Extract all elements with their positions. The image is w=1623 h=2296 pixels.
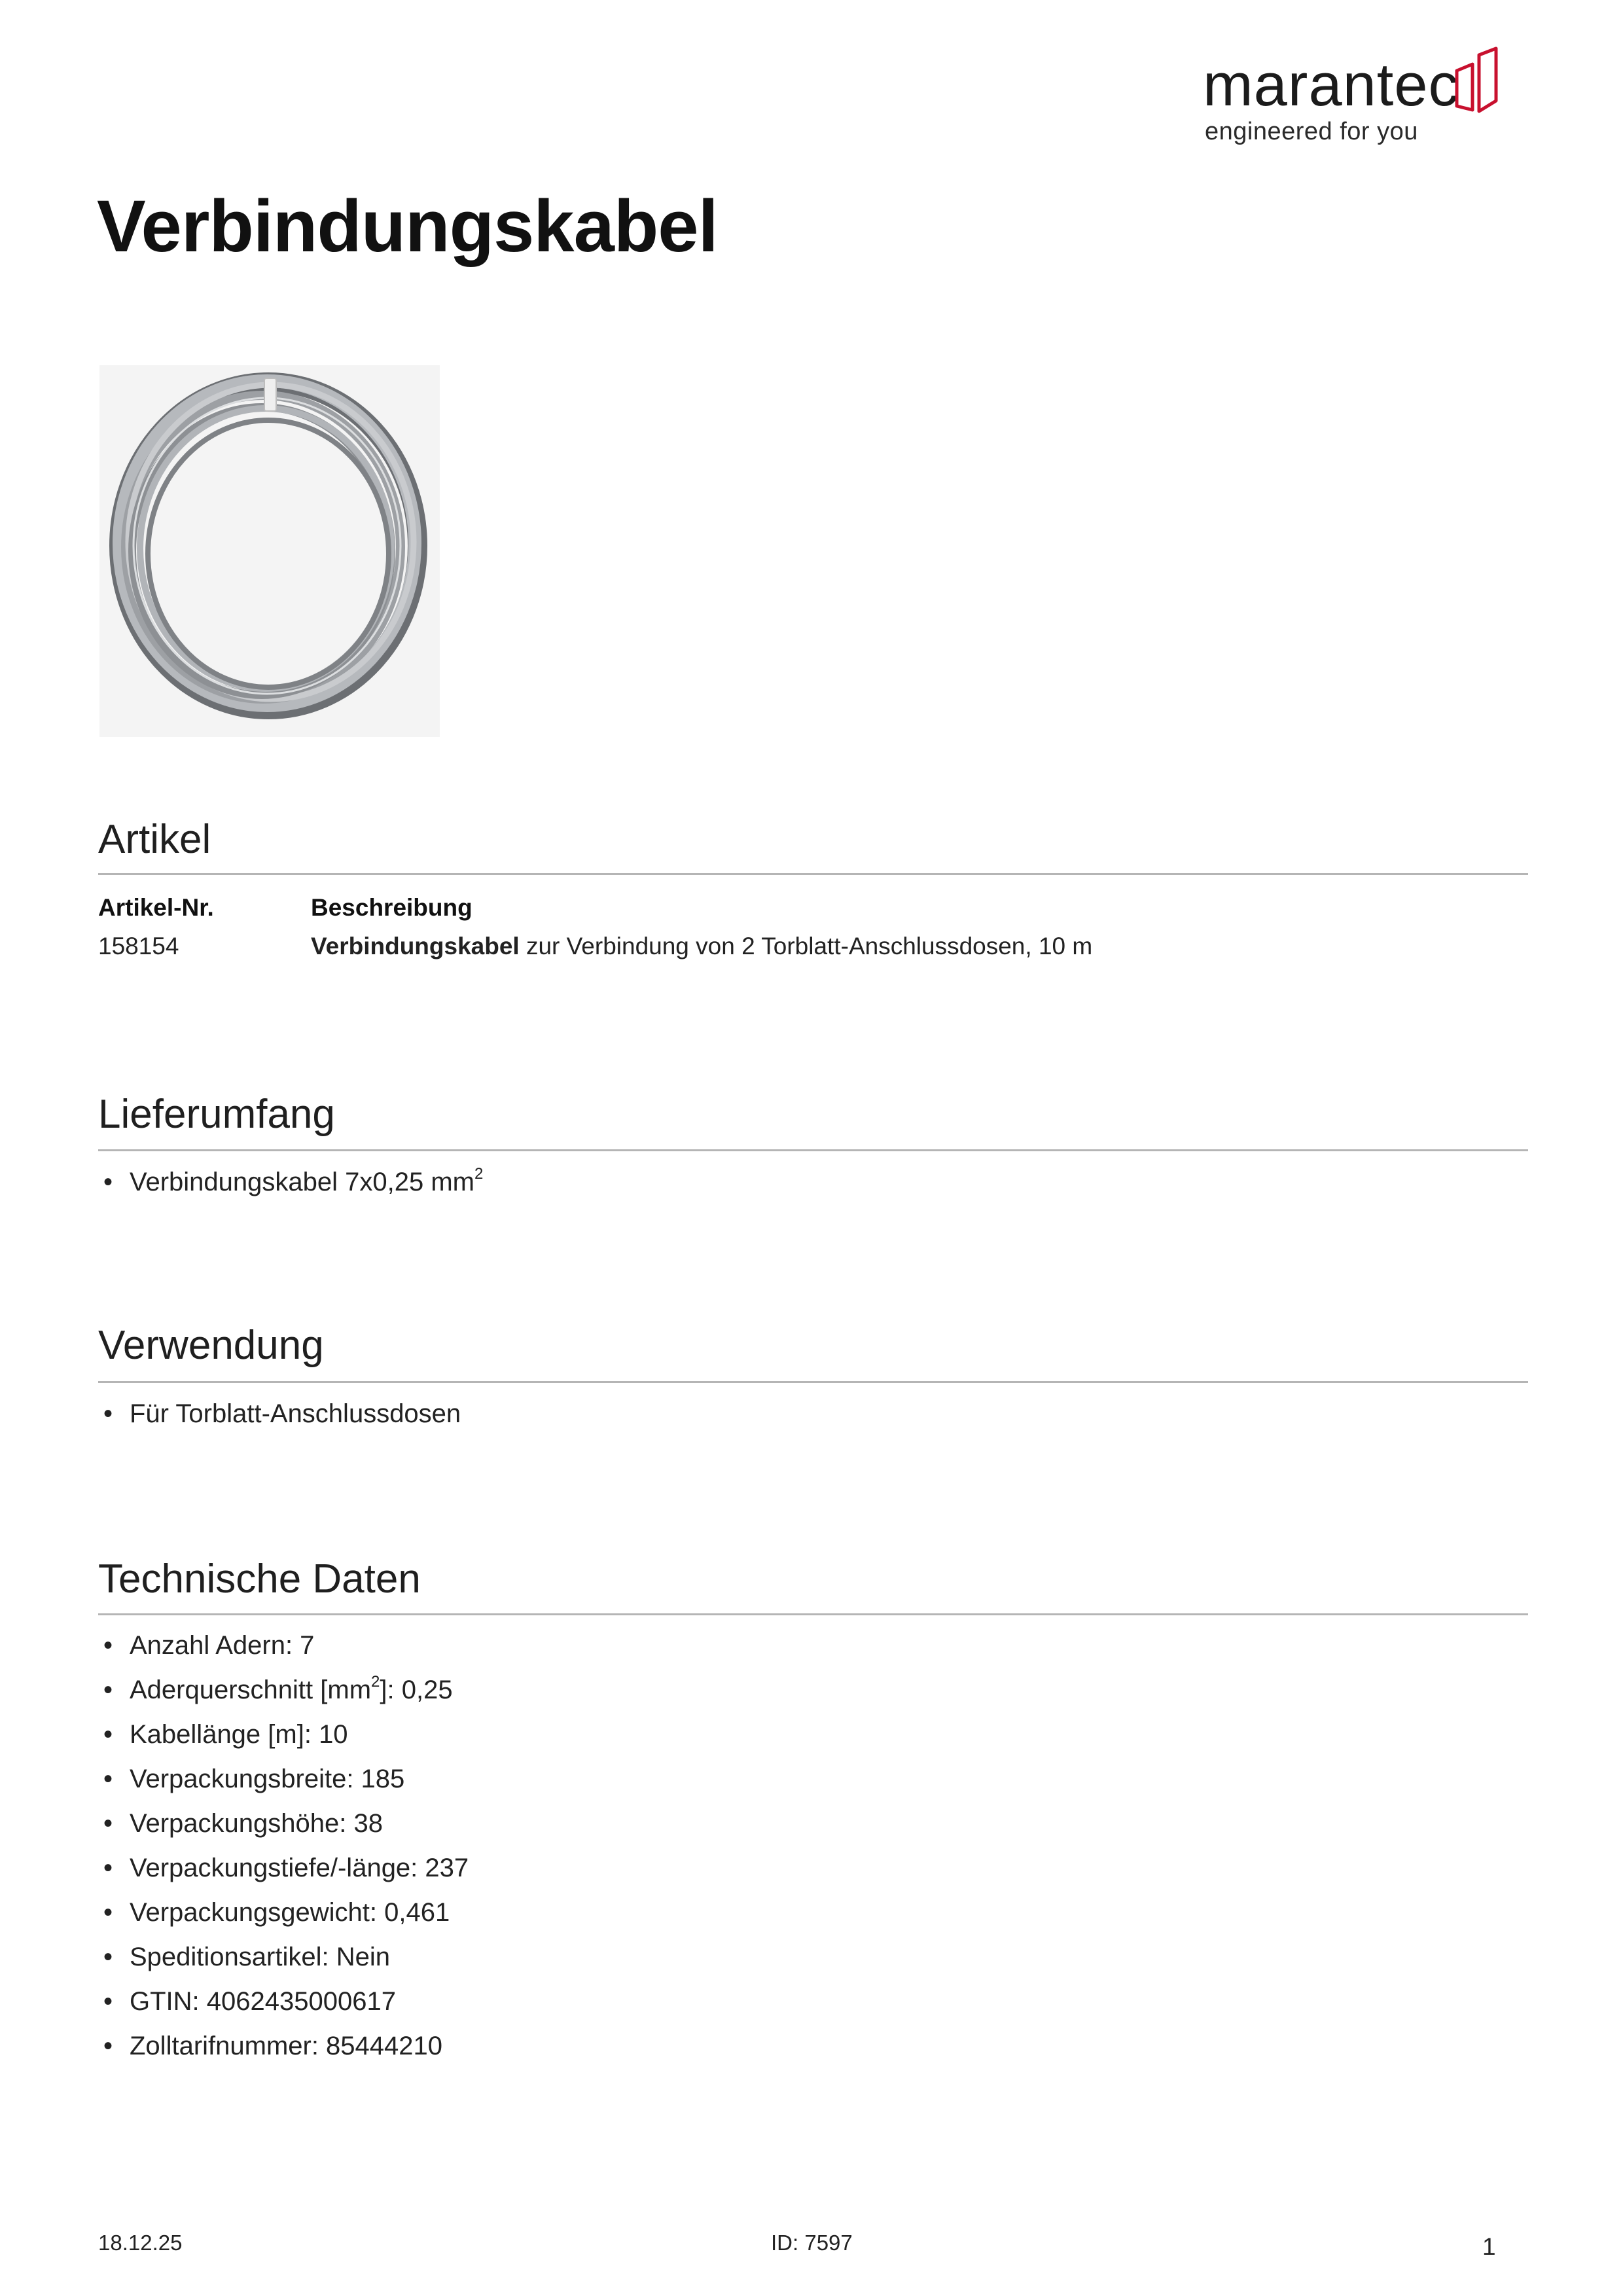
section-divider — [98, 873, 1528, 875]
technische-daten-list — [98, 1632, 469, 2077]
column-header-article-number: Artikel-Nr. — [98, 894, 214, 921]
item-text: Verpackungsgewicht: 0,461 — [130, 1898, 450, 1927]
superscript: 2 — [371, 1673, 380, 1691]
section-heading-artikel: Artikel — [98, 817, 211, 862]
superscript: 2 — [474, 1165, 484, 1183]
list-item — [98, 1165, 484, 1213]
door-mark-left — [1457, 64, 1472, 110]
item-text: Verbindungskabel 7x0,25 mm — [130, 1168, 474, 1196]
bullet-icon: • — [103, 1720, 113, 1749]
list-item — [98, 1721, 469, 1766]
item-text: Für Torblatt-Anschlussdosen — [130, 1399, 461, 1428]
list-item — [98, 1899, 469, 1944]
section-divider — [98, 1613, 1528, 1615]
item-text: Verpackungstiefe/-länge: 237 — [130, 1854, 469, 1882]
list-item — [98, 1673, 469, 1721]
item-text: Verpackungsbreite: 185 — [130, 1765, 405, 1793]
article-description-bold: Verbindungskabel — [311, 933, 520, 960]
door-mark-right — [1479, 48, 1496, 111]
brand-wordmark: marantec — [1203, 52, 1459, 118]
footer-date: 18.12.25 — [98, 2231, 183, 2255]
bullet-icon: • — [103, 1809, 113, 1838]
section-heading-verwendung: Verwendung — [98, 1323, 324, 1368]
bullet-icon: • — [103, 1676, 113, 1704]
section-divider — [98, 1381, 1528, 1383]
article-description — [311, 934, 1092, 958]
bullet-icon: • — [103, 1987, 113, 2016]
article-description-text: zur Verbindung von 2 Torblatt-Anschlussdosen, 10 m — [519, 933, 1093, 960]
brand-tagline: engineered for you — [1205, 118, 1418, 145]
bullet-icon: • — [103, 1631, 113, 1660]
section-heading-lieferumfang: Lieferumfang — [98, 1092, 335, 1137]
bullet-icon: • — [103, 1898, 113, 1927]
cable-coil-image — [99, 365, 440, 737]
page-title: Verbindungskabel — [97, 185, 718, 267]
item-text: Speditionsartikel: Nein — [130, 1943, 390, 1971]
verwendung-list — [98, 1401, 461, 1445]
bullet-icon: • — [103, 1854, 113, 1882]
list-item — [98, 1855, 469, 1899]
marantec-door-icon — [1453, 46, 1501, 118]
list-item — [98, 1632, 469, 1677]
page-number: 1 — [1482, 2233, 1496, 2260]
list-item — [98, 1766, 469, 1810]
list-item — [98, 2033, 469, 2077]
bullet-icon: • — [103, 1943, 113, 1971]
item-text: ]: 0,25 — [380, 1676, 453, 1704]
column-header-description: Beschreibung — [311, 894, 473, 921]
list-item — [98, 1810, 469, 1855]
list-item — [98, 1988, 469, 2033]
list-item — [98, 1944, 469, 1988]
lieferumfang-list — [98, 1165, 484, 1213]
item-text: Kabellänge [m]: 10 — [130, 1720, 348, 1749]
brand-logo — [1203, 41, 1504, 149]
bullet-icon: • — [103, 2032, 113, 2060]
bullet-icon: • — [103, 1399, 113, 1428]
item-text: Anzahl Adern: 7 — [130, 1631, 315, 1660]
section-divider — [98, 1149, 1528, 1151]
item-text: Zolltarifnummer: 85444210 — [130, 2032, 443, 2060]
section-heading-technische-daten: Technische Daten — [98, 1556, 421, 1602]
item-text: Verpackungshöhe: 38 — [130, 1809, 383, 1838]
cable-tie — [264, 378, 276, 411]
article-number: 158154 — [98, 933, 179, 960]
bullet-icon: • — [103, 1168, 113, 1196]
item-text: Aderquerschnitt [mm — [130, 1676, 372, 1704]
footer-id: ID: 7597 — [771, 2231, 853, 2255]
bullet-icon: • — [103, 1765, 113, 1793]
item-text: GTIN: 4062435000617 — [130, 1987, 396, 2016]
list-item — [98, 1401, 461, 1445]
